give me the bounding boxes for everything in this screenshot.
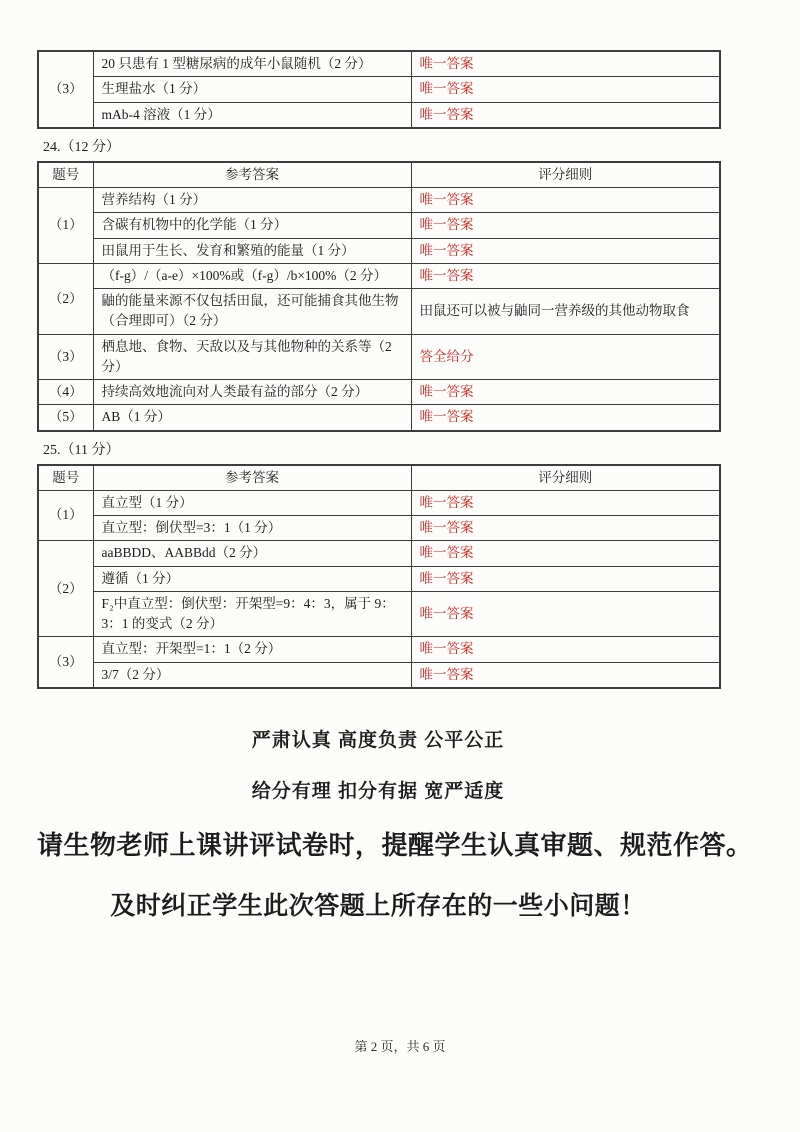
rule-cell: 唯一答案 [411,566,720,591]
answer-cell: 持续高效地流向对人类最有益的部分（2 分） [93,380,411,405]
answer-cell: 20 只患有 1 型糖尿病的成年小鼠随机（2 分） [93,51,411,77]
question-number-cell: （1） [38,188,93,264]
rule-cell: 唯一答案 [411,213,720,238]
answer-table-q24 [37,161,721,432]
section-25-title: 25.（11 分） [43,442,120,458]
rule-cell: 唯一答案 [411,637,720,662]
rule-cell: 答全给分 [411,334,720,380]
col-header-rule: 评分细则 [411,465,720,491]
table-row [38,637,720,662]
table-row [38,77,720,102]
answer-cell: 营养结构（1 分） [93,188,411,213]
table-row [38,516,720,541]
col-header-answer: 参考答案 [93,465,411,491]
table-row [38,541,720,566]
table-row [38,188,720,213]
table-row [38,238,720,263]
teacher-notice-line-1: 请生物老师上课讲评试卷时，提醒学生认真审题、规范作答。 [37,829,753,860]
answer-cell: 直立型：倒伏型=3：1（1 分） [93,516,411,541]
slogan-line-1: 严肃认真 高度负责 公平公正 [251,729,505,751]
page-content [37,50,753,922]
table-row [38,405,720,431]
rule-cell: 唯一答案 [411,405,720,431]
rule-cell: 唯一答案 [411,490,720,515]
answer-cell: （f-g）/（a-e）×100%或（f-g）/b×100%（2 分） [93,263,411,288]
question-number-cell: （3） [38,51,93,128]
table-header-row [38,162,720,188]
question-number-cell: （3） [38,637,93,688]
closing-remarks [37,725,753,922]
answer-table-continued [37,50,721,129]
answer-cell: 田鼠用于生长、发育和繁殖的能量（1 分） [93,238,411,263]
question-number-cell: （2） [38,263,93,334]
question-number-cell: （5） [38,405,93,431]
answer-cell: aaBBDD、AABBdd（2 分） [93,541,411,566]
table-row [38,213,720,238]
rule-cell: 田鼠还可以被与鼬同一营养级的其他动物取食 [411,289,720,335]
table-header-row [38,465,720,491]
answer-cell: F₂中直立型：倒伏型：开架型=9：4：3，属于 9：3：1 的变式（2 分） [93,591,411,637]
question-number-cell: （2） [38,541,93,637]
table-row [38,662,720,688]
table-row [38,334,720,380]
page-number-footer: 第 2 页，共 6 页 [354,1039,446,1054]
col-header-number: 题号 [38,465,93,491]
rule-cell: 唯一答案 [411,516,720,541]
answer-cell: AB（1 分） [93,405,411,431]
col-header-answer: 参考答案 [93,162,411,188]
rule-cell: 唯一答案 [411,263,720,288]
teacher-notice-line-2: 及时纠正学生此次答题上所存在的一些小问题！ [110,891,646,920]
answer-cell: 3/7（2 分） [93,662,411,688]
table-row [38,591,720,637]
rule-cell: 唯一答案 [411,591,720,637]
col-header-number: 题号 [38,162,93,188]
question-number-cell: （1） [38,490,93,541]
answer-cell: 遵循（1 分） [93,566,411,591]
question-number-cell: （4） [38,380,93,405]
table-row [38,490,720,515]
answer-cell: 直立型：开架型=1：1（2 分） [93,637,411,662]
answer-cell: mAb-4 溶液（1 分） [93,102,411,128]
answer-cell: 含碳有机物中的化学能（1 分） [93,213,411,238]
table-row [38,51,720,77]
rule-cell: 唯一答案 [411,102,720,128]
answer-cell: 直立型（1 分） [93,490,411,515]
answer-cell: 鼬的能量来源不仅包括田鼠，还可能捕食其他生物（合理即可）（2 分） [93,289,411,335]
table-row [38,263,720,288]
rule-cell: 唯一答案 [411,51,720,77]
rule-cell: 唯一答案 [411,77,720,102]
question-number-cell: （3） [38,334,93,380]
rule-cell: 唯一答案 [411,238,720,263]
section-24-title: 24.（12 分） [43,139,120,155]
answer-table-q25 [37,464,721,689]
answer-cell: 生理盐水（1 分） [93,77,411,102]
slogan-line-2: 给分有理 扣分有据 宽严适度 [251,780,505,802]
rule-cell: 唯一答案 [411,188,720,213]
table-row [38,566,720,591]
rule-cell: 唯一答案 [411,541,720,566]
answer-cell: 栖息地、食物、天敌以及与其他物种的关系等（2 分） [93,334,411,380]
table-row [38,380,720,405]
rule-cell: 唯一答案 [411,662,720,688]
rule-cell: 唯一答案 [411,380,720,405]
col-header-rule: 评分细则 [411,162,720,188]
table-row [38,289,720,335]
table-row [38,102,720,128]
